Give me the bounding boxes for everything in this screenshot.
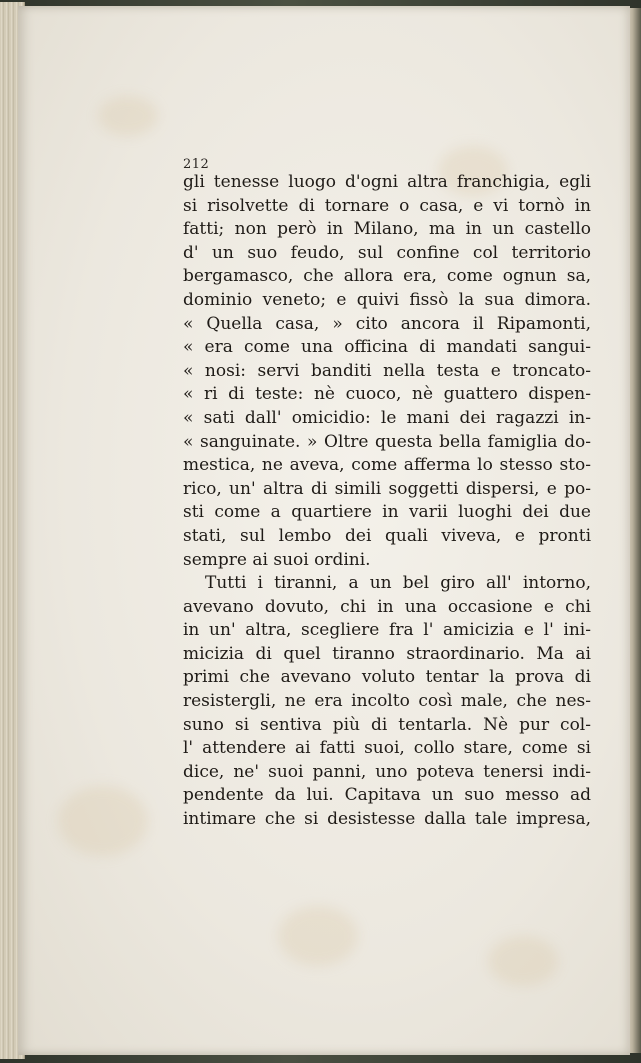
text-line: « sanguinate. » Oltre questa bella famiglia do- <box>183 431 591 452</box>
text-line: gli tenesse luogo d'ogni altra franchigia, egli <box>183 172 591 192</box>
foxing-stain <box>488 936 558 986</box>
text-line: intimare che si desistesse dalla tale impresa, <box>183 809 591 830</box>
text-line: dice, ne' suoi panni, uno poteva tenersi indi- <box>183 761 591 782</box>
text-line: avevano dovuto, chi in una occasione e chi <box>183 596 591 617</box>
text-line: primi che avevano voluto tentar la prova di <box>183 667 591 688</box>
page-number: 212 <box>183 157 210 172</box>
text-line: « era come una officina di mandati sangui- <box>183 337 591 358</box>
text-line: « ri di teste: nè cuoco, nè guattero dispen- <box>183 384 591 405</box>
text-line: dominio veneto; e quivi fissò la sua dimora. <box>183 289 591 310</box>
text-line: fatti; non però in Milano, ma in un castello <box>183 219 591 240</box>
text-line: l' attendere ai fatti suoi, collo stare, come si <box>183 738 591 759</box>
text-line: resistergli, ne era incolto così male, che nes- <box>183 691 591 712</box>
text-line: Tutti i tiranni, a un bel giro all' intorno, <box>205 573 591 594</box>
text-line: sempre ai suoi ordini. <box>183 549 371 570</box>
text-line: si risolvette di tornare o casa, e vi tornò in <box>183 195 591 216</box>
text-line: bergamasco, che allora era, come ognun sa, <box>183 266 591 287</box>
text-line: « Quella casa, » cito ancora il Ripamonti, <box>183 313 591 334</box>
text-line: « sati dall' omicidio: le mani dei ragazzi in- <box>183 407 591 428</box>
foxing-stain <box>58 786 148 856</box>
text-line: micizia di quel tiranno straordinario. Ma ai <box>183 643 591 664</box>
text-line: suno si sentiva più di tentarla. Nè pur col- <box>183 714 591 735</box>
text-line: in un' altra, scegliere fra l' amicizia e l' ini- <box>183 620 591 641</box>
text-line: stati, sul lembo dei quali viveva, e pronti <box>183 525 591 546</box>
foxing-stain <box>278 906 358 966</box>
text-line: « nosi: servi banditi nella testa e troncato- <box>183 360 591 381</box>
text-line: d' un suo feudo, sul confine col territorio <box>183 242 591 263</box>
body-text <box>183 171 591 832</box>
text-line: rico, un' altra di simili soggetti dispersi, e po- <box>183 478 591 499</box>
text-line: mestica, ne aveva, come afferma lo stesso sto- <box>183 455 591 476</box>
text-line: sti come a quartiere in varii luoghi dei due <box>183 502 591 523</box>
text-line: pendente da lui. Capitava un suo messo ad <box>183 785 591 806</box>
foxing-stain <box>98 96 158 136</box>
